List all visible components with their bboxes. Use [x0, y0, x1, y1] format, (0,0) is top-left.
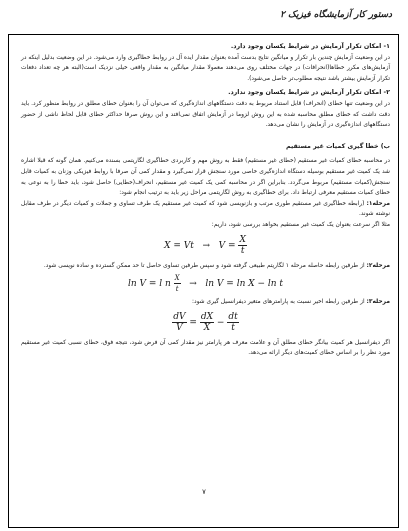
eq2-left: ln V = l n	[127, 279, 171, 290]
eq3-c-denominator: t	[231, 322, 235, 333]
eq3-fraction-b	[200, 312, 214, 333]
step-3-label: مرحله۳:	[366, 299, 390, 306]
eq3-c-numerator: dt	[228, 311, 238, 322]
eq3-a-denominator: V	[176, 322, 183, 333]
equation-differential	[21, 308, 390, 338]
eq3-b-numerator: dX	[200, 311, 214, 322]
eq1-denominator: t	[240, 245, 245, 256]
page-number: ۷	[202, 488, 206, 496]
eq3-b-denominator: X	[203, 322, 211, 333]
eq3-fraction-c	[227, 312, 238, 333]
step-1-label: مرحله۱:	[366, 200, 390, 207]
final-paragraph: اگر دیفرانسیل هر کمیت بیانگر خطای مطلق آن و علامت معرف هر پارامتر نیز مقدار کمی آن فرض شود، نتیجه فوق، خطای نسبی کمیت غیر مستقیم مورد نظر را بر اساس خطای کمیت‌های دیگر ارائه می‌دهد.	[21, 339, 390, 357]
section-3-paragraph: در محاسبه خطای کمیات غیر مستقیم (خطای غیر مستقیم) فقط به روش مهم و کاربردی خطاگیری لگاریتمی بسنده می‌کنیم. همان گونه که قبلا اشاره شد یک کمیت غیر مستقیم بوسیله دستگاه اندازه‌گیری خاصی مورد سنجش قرار نمی‌گیرد و مقدار کمی آن صرفا با روابط فیزیکی وزنان به کمیات قابل سنجش(کمیات مستقیم) مربوط می‌گردد. بنابراین اگر در محاسبه کمی یک کمیت غیر مستقیم، انحراف(خطایی) حاصل شود، باید خطا را به نوعی به خطای کمیات مستقیم معرفی ارتباط داد. برای خطاگیری به روش لگاریتمی مراحل زیر باید به ترتیب انجام شود:	[21, 158, 390, 197]
step-2-label: مرحله۲:	[366, 262, 390, 269]
eq1-fraction	[238, 235, 246, 256]
section-3-heading: ب) خطا گیری کمیات غیر مستقیم	[286, 142, 390, 150]
step-3-paragraph	[21, 297, 390, 308]
eq1-v: V =	[218, 240, 236, 251]
equation-velocity	[21, 231, 390, 261]
step-2-text: از طرفین رابطه حاصله مرحله ۱ لگاریتم طبیعی گرفته شود و سپس طرفین تساوی حاصل تا حد ممکن گسترده و ساده نویسی شود.	[43, 262, 365, 269]
step-2-paragraph	[21, 261, 390, 272]
eq1-numerator: X	[239, 234, 246, 245]
page-header-title: دستور کار آزمایشگاه فیزیک ۲	[280, 10, 392, 20]
eq3-fraction-a	[172, 312, 186, 333]
eq2-fraction	[174, 273, 181, 294]
eq2-arrow: →	[189, 279, 197, 290]
step-1-text: (رابطه خطاگیری غیر مستقیم طوری مرتب و بازنویسی شود که کمیت غیر مستقیم یک طرف تساوی و جملات و کمیات دیگر در طرف مقابل نوشته شوند.	[21, 200, 390, 218]
eq1-arrow: →	[202, 240, 211, 251]
section-1-heading: ۱- امکان تکرار آزمایش در شرایط یکسان وجود دارد.	[230, 43, 390, 50]
eq3-minus: −	[216, 317, 225, 328]
section-1-paragraph: در این وضعیت آزمایش چندین بار تکرار و میانگین نتایج بدست آمده بعنوان مقدار ایده آل در روابط خطاگیری وارد می‌شود. در این وضعیت بدلیل اینکه در آزمایش‌های مکرر خطاها(انحرافات) در جهات مختلف روی می‌دهند معمولا مقدار میانگین به مقدار واقعی خیلی نزدیک است(البته هر چه تعداد دفعات تکرار آزمایش بیشتر باشد نتیجه مطلوب‌تر حاصل می‌شود).	[21, 54, 390, 82]
eq3-a-numerator: dV	[173, 311, 186, 322]
step-1-paragraph	[21, 199, 390, 220]
eq2-numerator: X	[174, 274, 180, 283]
eq2-right: ln V = ln X − ln t	[205, 279, 284, 290]
example-intro: مثلا اگر سرعت بعنوان یک کمیت غیر مستقیم بخواهد بررسی شود، داریم:	[211, 221, 390, 228]
eq1-lhs: X = Vt	[164, 240, 194, 251]
eq2-denominator: t	[175, 285, 179, 294]
page-content	[21, 42, 390, 359]
section-2-heading: ۲- امکان تکرار آزمایش در شرایط یکسان وجود ندارد.	[228, 89, 390, 97]
equation-logarithm	[21, 271, 390, 297]
eq3-equals: =	[189, 317, 197, 328]
step-3-text: از طرفین رابطه اخیر نسبت به پارامترهای متغیر دیفرانسیل گیری شود:	[192, 299, 365, 306]
section-2-paragraph: در این وضعیت تنها خطای (انحراف) قابل استناد مربوط به دقت دستگاههای اندازه‌گیری که می‌توان آن را بعنوان خطای مطلق در روابط منظور کرد. باید دقت داشت که خطای مطلق محاسبه شده به این روش لزوما در آزمایش اتفاق نمی‌افتد و این روش صرفا حداکثر خطای قابل لحاظ ناشی از حضور دستگاههای اندازه‌گیری در آزمایش را نشان می‌دهد.	[21, 100, 390, 129]
